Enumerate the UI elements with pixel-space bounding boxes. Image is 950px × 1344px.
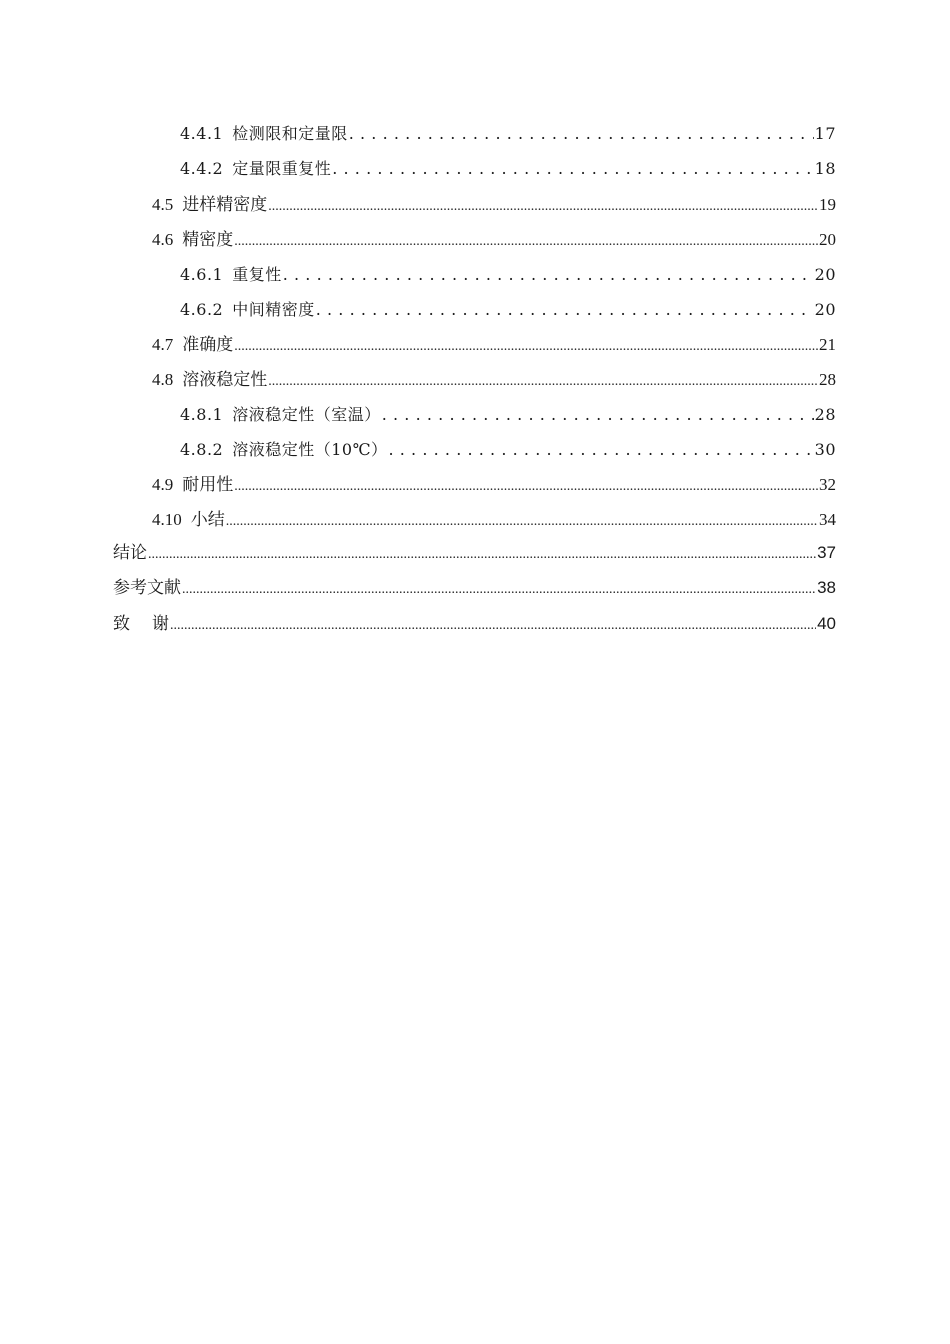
toc-entry-page: 17: [814, 124, 836, 143]
toc-entry[interactable]: [180, 121, 836, 147]
dot-leader: [170, 611, 816, 639]
toc-entry[interactable]: [152, 472, 836, 498]
toc-entry[interactable]: [113, 540, 836, 566]
dot-leader: [268, 367, 818, 395]
toc-entry-number: 4.8: [152, 370, 174, 389]
dot-leader: [268, 192, 818, 220]
dot-leader: [382, 402, 814, 428]
toc-entry-number: 4.8.2: [180, 440, 224, 459]
toc-entry-label: [180, 121, 348, 147]
toc-entry-label: [180, 262, 282, 288]
toc-entry-number: 4.10: [152, 510, 182, 529]
toc-entry-title: 精密度: [182, 230, 234, 249]
toc-entry-title: 准确度: [182, 335, 234, 354]
toc-entry[interactable]: [152, 227, 836, 253]
toc-entry-number: 4.6: [152, 230, 174, 249]
toc-entry-number: 4.5: [152, 195, 174, 214]
toc-entry-number: 4.7: [152, 335, 174, 354]
toc-entry-number: 4.4.1: [180, 124, 224, 143]
toc-entry-page: 37: [817, 543, 836, 562]
toc-entry-page: 34: [819, 510, 836, 529]
toc-entry-number: 4.8.1: [180, 405, 224, 424]
dot-leader: [182, 575, 816, 603]
toc-entry[interactable]: [152, 332, 836, 358]
toc-entry-title-part2: 谢: [152, 614, 169, 633]
toc-entry-label: [180, 437, 387, 463]
toc-entry-title: 进样精密度: [182, 195, 268, 214]
toc-entry-label: [152, 227, 233, 253]
toc-entry-label: [152, 507, 225, 533]
toc-entry-title: 重复性: [232, 265, 282, 284]
toc-entry-page: 30: [814, 440, 836, 459]
toc-entry-title: 定量限重复性: [232, 159, 332, 178]
toc-entry-number: 4.6.2: [180, 300, 224, 319]
toc-entry[interactable]: [152, 507, 836, 533]
toc-entry[interactable]: [113, 611, 836, 637]
toc-entry-page: 32: [819, 475, 836, 494]
toc-entry-title: 溶液稳定性: [182, 370, 268, 389]
toc-entry[interactable]: [113, 575, 836, 601]
toc-entry[interactable]: [180, 262, 836, 288]
toc-entry-title: 参考文献: [113, 578, 181, 597]
toc-entry-title: 结论: [113, 543, 147, 562]
toc-entry-number: 4.9: [152, 475, 174, 494]
toc-entry-number: 4.4.2: [180, 159, 224, 178]
toc-entry-title: 溶液稳定性（10℃）: [232, 440, 388, 459]
dot-leader: [283, 262, 814, 288]
toc-entry-label: [180, 156, 331, 182]
toc-entry-page: 20: [814, 300, 836, 319]
toc-entry[interactable]: [180, 437, 836, 463]
toc-entry-page: 28: [819, 370, 836, 389]
dot-leader: [234, 227, 818, 255]
toc-entry-page: 38: [817, 578, 836, 597]
dot-leader: [226, 507, 818, 535]
toc-entry-page: 19: [819, 195, 836, 214]
dot-leader: [388, 437, 813, 463]
toc-entry-label: [180, 297, 315, 323]
toc-entry-number: 4.6.1: [180, 265, 224, 284]
toc-entry[interactable]: [180, 297, 836, 323]
toc-entry[interactable]: [180, 402, 836, 428]
toc-entry-label: [152, 367, 267, 393]
toc-entry[interactable]: [152, 367, 836, 393]
toc-entry[interactable]: [180, 156, 836, 182]
dot-leader: [234, 472, 818, 500]
toc-entry-label: [152, 472, 233, 498]
toc-entry-label: [113, 611, 169, 637]
toc-entry-label: [180, 402, 381, 428]
toc-entry-page: 20: [814, 265, 836, 284]
toc-entry-title: 中间精密度: [232, 300, 315, 319]
toc-entry-page: 21: [819, 335, 836, 354]
toc-entry-title: 致: [113, 614, 130, 633]
toc-entry-label: [152, 192, 267, 218]
toc-entry[interactable]: [152, 192, 836, 218]
toc-entry-page: 18: [814, 159, 836, 178]
dot-leader: [316, 297, 814, 323]
dot-leader: [148, 540, 816, 568]
dot-leader: [332, 156, 813, 182]
dot-leader: [234, 332, 818, 360]
toc-entry-title: 小结: [190, 510, 225, 529]
toc-entry-title: 检测限和定量限: [232, 124, 348, 143]
dot-leader: [349, 121, 814, 147]
toc-entry-page: 40: [817, 614, 836, 633]
toc-entry-label: [152, 332, 233, 358]
toc-entry-page: 20: [819, 230, 836, 249]
toc-entry-page: 28: [814, 405, 836, 424]
toc-entry-title: 溶液稳定性（室温）: [232, 405, 381, 424]
toc-entry-title: 耐用性: [182, 475, 234, 494]
